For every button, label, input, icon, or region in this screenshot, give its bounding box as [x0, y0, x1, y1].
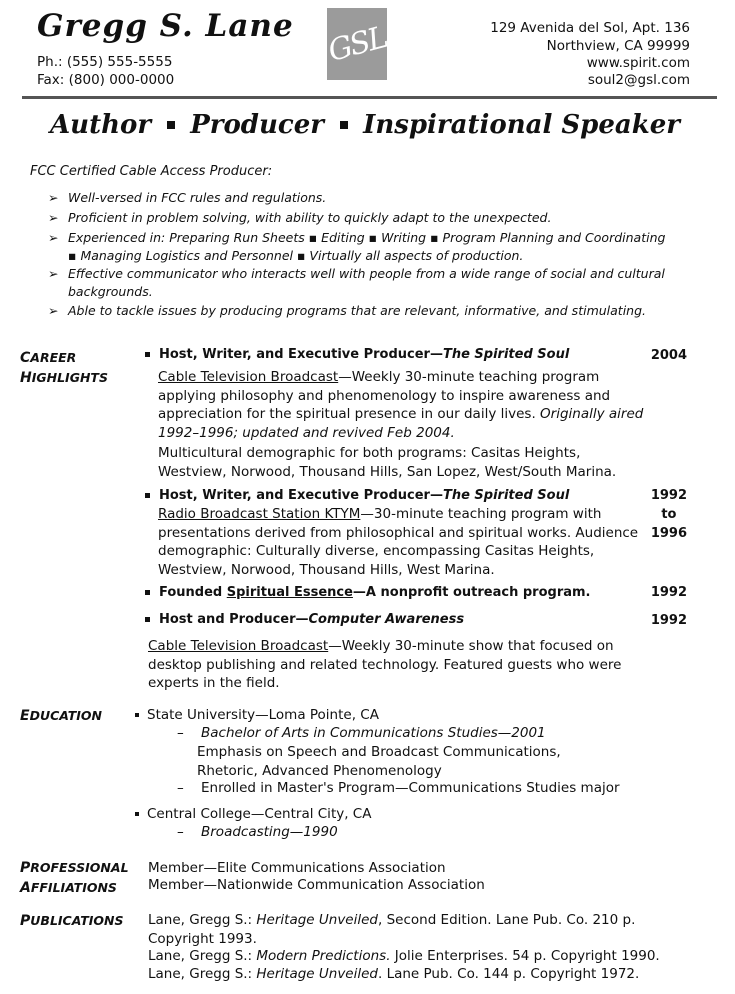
header-divider: [22, 96, 717, 99]
section-label-education: EDUCATION: [20, 708, 103, 724]
arrow-bullet-icon: ➢: [48, 190, 59, 205]
summary-item: ➢ Experienced in: Preparing Run Sheets ▪ Editing ▪ Writing ▪ Program Planning and Coordinating ▪ Managing Logistics and Personnel ▪ Virtually all aspects of production.: [48, 230, 666, 263]
job-years: 1992 to 1996: [650, 488, 687, 541]
square-bullet-icon: [135, 812, 139, 816]
job-title: Host, Writer, and Executive Producer—The Spirited Soul: [145, 347, 569, 362]
summary-item: ➢ Proficient in problem solving, with ability to quickly adapt to the unexpected.: [48, 210, 552, 225]
section-label-affiliations: PROFESSIONAL AFFILIATIONS: [20, 860, 129, 896]
emphasis: Emphasis on Speech and Broadcast Communications, Rhetoric, Advanced Phenomenology: [197, 744, 561, 779]
publication: Lane, Gregg S.: Heritage Unveiled. Lane Pub. Co. 144 p. Copyright 1972.: [148, 966, 640, 982]
tagline-speaker: Inspirational Speaker: [363, 110, 680, 140]
square-bullet-icon: [145, 493, 150, 498]
degree: – Broadcasting—1990: [177, 824, 338, 840]
job-demographic: Multicultural demographic for both programs: Casitas Heights, Westview, Norwood, Thousand Hills, San Lopez, West/South Marina.: [158, 445, 617, 480]
section-label-career: CAREER HIGHLIGHTS: [20, 350, 108, 386]
summary-item: ➢ Effective communicator who interacts well with people from a wide range of social and cultural backgrounds.: [48, 266, 665, 299]
publication: Lane, Gregg S.: Heritage Unveiled, Second Edition. Lane Pub. Co. 210 p. Copyright 1993.: [148, 912, 636, 947]
arrow-bullet-icon: ➢: [48, 303, 59, 318]
summary-item: ➢ Well-versed in FCC rules and regulations.: [48, 190, 327, 205]
arrow-bullet-icon: ➢: [48, 266, 59, 281]
email: soul2@gsl.com: [587, 72, 690, 88]
summary-title: FCC Certified Cable Access Producer:: [30, 164, 273, 179]
school: Central College—Central City, CA: [135, 805, 371, 824]
candidate-name: Gregg S. Lane: [37, 8, 294, 44]
tagline: [50, 110, 680, 140]
tagline-producer: Producer: [190, 110, 324, 140]
publication: Lane, Gregg S.: Modern Predictions. Jolie Enterprises. 54 p. Copyright 1990.: [148, 948, 660, 964]
job-year: 1992: [650, 585, 687, 600]
logo-text: GSL: [324, 19, 390, 69]
job-title: Founded Spiritual Essence—A nonprofit outreach program.: [145, 585, 590, 600]
job-description: Cable Television Broadcast—Weekly 30-minute show that focused on desktop publishing and related technology. Featured guests who were experts in the field.: [148, 638, 622, 691]
summary-item: ➢ Able to tackle issues by producing programs that are relevant, informative, and stimulating.: [48, 303, 647, 318]
section-label-publications: PUBLICATIONS: [20, 913, 124, 929]
job-description: Radio Broadcast Station KTYM—30-minute teaching program with presentations derived from philosophical and spiritual works. Audience demographic: Culturally diverse, encompassing Casitas Heights, Westview, Norwood, Thousand Hills, West Marina.: [158, 506, 639, 578]
affiliation: Member—Elite Communications Association: [148, 860, 446, 876]
degree: – Bachelor of Arts in Communications Studies—2001: [177, 725, 546, 741]
job-year: 1992: [650, 613, 687, 628]
square-bullet-icon: [340, 121, 348, 129]
square-bullet-icon: [135, 713, 139, 717]
square-bullet-icon: [167, 121, 175, 129]
address-line-1: 129 Avenida del Sol, Apt. 136: [490, 20, 690, 36]
job-title: Host and Producer—Computer Awareness: [145, 612, 464, 627]
masters: – Enrolled in Master's Program—Communications Studies major: [177, 780, 620, 796]
phone: Ph.: (555) 555-5555: [37, 54, 173, 70]
affiliation: Member—Nationwide Communication Association: [148, 877, 485, 893]
square-bullet-icon: [145, 617, 150, 622]
job-description: Cable Television Broadcast—Weekly 30-minute teaching program applying philosophy and phenomenology to inspire awareness and appreciation for the spiritual presence in our daily lives. Originally aired 1992–1996; updated and revived Feb 2004.: [158, 369, 644, 441]
tagline-author: Author: [50, 110, 152, 140]
address-line-2: Northview, CA 99999: [546, 38, 690, 54]
job-year: 2004: [650, 348, 687, 363]
arrow-bullet-icon: ➢: [48, 210, 59, 225]
square-bullet-icon: [145, 352, 150, 357]
arrow-bullet-icon: ➢: [48, 230, 59, 245]
gsl-logo: [324, 8, 390, 80]
website: www.spirit.com: [586, 55, 690, 71]
school: State University—Loma Pointe, CA: [135, 706, 379, 725]
fax: Fax: (800) 000-0000: [37, 72, 175, 88]
square-bullet-icon: [145, 590, 150, 595]
job-title: Host, Writer, and Executive Producer—The Spirited Soul: [145, 488, 569, 503]
